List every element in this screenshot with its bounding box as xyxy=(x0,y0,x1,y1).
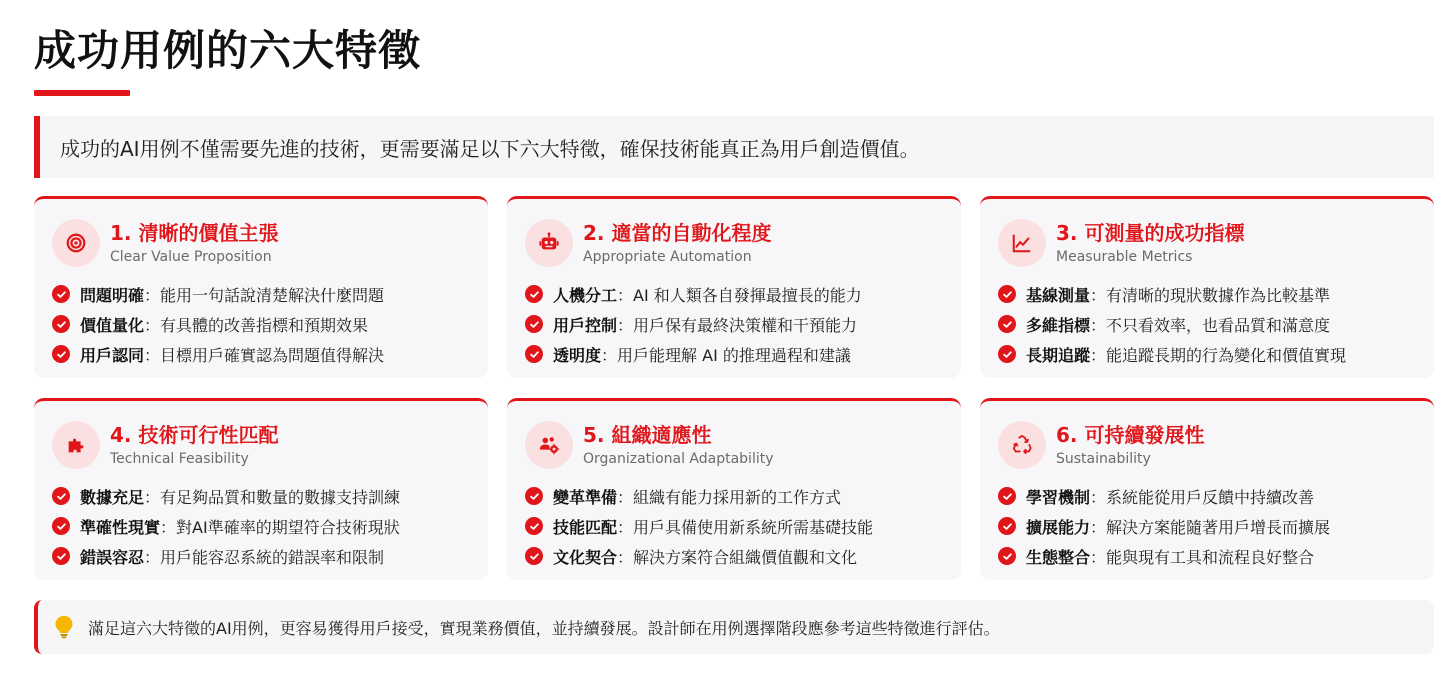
item-key: 用戶控制 xyxy=(553,315,618,335)
check-circle-icon xyxy=(525,285,543,303)
item-key: 文化契合 xyxy=(553,547,618,567)
item-text: 系統能從用戶反饋中持續改善 xyxy=(1106,487,1315,507)
list-item xyxy=(525,309,951,339)
check-circle-icon xyxy=(52,345,70,363)
lightbulb-icon xyxy=(54,615,74,639)
card-subtitle: Sustainability xyxy=(1056,450,1151,467)
item-separator: ： xyxy=(617,517,634,537)
card-title: 3. 可測量的成功指標 xyxy=(1056,220,1245,245)
item-separator: ： xyxy=(617,487,634,507)
check-circle-icon xyxy=(52,285,70,303)
item-separator: ： xyxy=(1090,285,1107,305)
card-subtitle: Appropriate Automation xyxy=(583,248,752,265)
item-separator: ： xyxy=(144,345,161,365)
card-heading xyxy=(1056,422,1204,469)
item-text: 解決方案符合組織價值觀和文化 xyxy=(633,547,858,567)
card-title: 1. 清晰的價值主張 xyxy=(110,220,279,245)
users-gear-icon xyxy=(525,421,573,469)
item-key: 問題明確 xyxy=(80,285,145,305)
check-circle-icon xyxy=(998,547,1016,565)
item-text: 能與現有工具和流程良好整合 xyxy=(1106,547,1315,567)
list-item xyxy=(525,481,951,511)
check-circle-icon xyxy=(52,487,70,505)
item-text: 有清晰的現狀數據作為比較基準 xyxy=(1106,285,1331,305)
card-header xyxy=(525,219,771,267)
item-key: 技能匹配 xyxy=(553,517,618,537)
check-circle-icon xyxy=(525,487,543,505)
item-text: 用戶保有最終決策權和干預能力 xyxy=(633,315,858,335)
card-title: 6. 可持續發展性 xyxy=(1056,422,1205,447)
card-heading xyxy=(110,220,278,267)
item-separator: ： xyxy=(144,285,161,305)
card-items xyxy=(998,481,1424,571)
item-separator: ： xyxy=(617,315,634,335)
check-circle-icon xyxy=(525,517,543,535)
item-key: 用戶認同 xyxy=(80,345,145,365)
target-icon xyxy=(52,219,100,267)
card-heading xyxy=(583,422,774,469)
item-key: 價值量化 xyxy=(80,315,145,335)
check-circle-icon xyxy=(52,547,70,565)
page-title: 成功用例的六大特徵 xyxy=(34,26,422,75)
feature-card xyxy=(507,398,961,580)
list-item xyxy=(52,541,478,571)
item-separator: ： xyxy=(601,345,618,365)
intro-text: 成功的AI用例不僅需要先進的技術，更需要滿足以下六大特徵，確保技術能真正為用戶創造價值。 xyxy=(60,136,920,161)
card-items xyxy=(525,481,951,571)
list-item xyxy=(998,511,1424,541)
list-item xyxy=(52,279,478,309)
card-header xyxy=(998,421,1204,469)
footer-tip xyxy=(34,600,1434,654)
check-circle-icon xyxy=(998,517,1016,535)
card-title: 2. 適當的自動化程度 xyxy=(583,220,772,245)
item-text: 用戶能容忍系統的錯誤率和限制 xyxy=(160,547,385,567)
card-items xyxy=(52,481,478,571)
item-key: 多維指標 xyxy=(1026,315,1091,335)
item-text: 有具體的改善指標和預期效果 xyxy=(160,315,369,335)
item-key: 人機分工 xyxy=(553,285,618,305)
check-circle-icon xyxy=(998,315,1016,333)
feature-card xyxy=(980,196,1434,378)
list-item xyxy=(52,481,478,511)
title-underline xyxy=(34,90,130,96)
list-item xyxy=(998,309,1424,339)
item-text: 對AI準確率的期望符合技術現狀 xyxy=(176,517,400,537)
item-key: 基線測量 xyxy=(1026,285,1091,305)
card-items xyxy=(525,279,951,369)
check-circle-icon xyxy=(998,345,1016,363)
item-key: 學習機制 xyxy=(1026,487,1091,507)
feature-card xyxy=(34,398,488,580)
card-heading xyxy=(110,422,278,469)
item-separator: ： xyxy=(144,315,161,335)
list-item xyxy=(998,279,1424,309)
feature-card xyxy=(507,196,961,378)
card-header xyxy=(52,219,278,267)
card-subtitle: Organizational Adaptability xyxy=(583,450,774,467)
item-text: 能追蹤長期的行為變化和價值實現 xyxy=(1106,345,1347,365)
item-key: 擴展能力 xyxy=(1026,517,1091,537)
item-text: 目標用戶確實認為問題值得解決 xyxy=(160,345,385,365)
robot-icon xyxy=(525,219,573,267)
item-key: 數據充足 xyxy=(80,487,145,507)
recycle-icon xyxy=(998,421,1046,469)
item-text: 不只看效率，也看品質和滿意度 xyxy=(1106,315,1331,335)
item-separator: ： xyxy=(144,487,161,507)
item-text: 有足夠品質和數量的數據支持訓練 xyxy=(160,487,401,507)
check-circle-icon xyxy=(52,315,70,333)
puzzle-icon xyxy=(52,421,100,469)
item-key: 透明度 xyxy=(553,345,602,365)
intro-banner xyxy=(34,116,1434,178)
card-subtitle: Measurable Metrics xyxy=(1056,248,1193,265)
check-circle-icon xyxy=(998,487,1016,505)
item-text: 組織有能力採用新的工作方式 xyxy=(633,487,842,507)
item-text: 用戶能理解 AI 的推理過程和建議 xyxy=(617,345,851,365)
item-separator: ： xyxy=(617,285,634,305)
item-separator: ： xyxy=(1090,345,1107,365)
check-circle-icon xyxy=(525,315,543,333)
feature-card xyxy=(34,196,488,378)
item-key: 錯誤容忍 xyxy=(80,547,145,567)
item-text: 解決方案能隨著用戶增長而擴展 xyxy=(1106,517,1331,537)
chart-line-icon xyxy=(998,219,1046,267)
item-separator: ： xyxy=(617,547,634,567)
card-header xyxy=(525,421,774,469)
item-text: AI 和人類各自發揮最擅長的能力 xyxy=(633,285,862,305)
list-item xyxy=(998,339,1424,369)
card-subtitle: Technical Feasibility xyxy=(110,450,249,467)
card-header xyxy=(52,421,278,469)
card-items xyxy=(52,279,478,369)
item-separator: ： xyxy=(1090,517,1107,537)
list-item xyxy=(52,339,478,369)
check-circle-icon xyxy=(525,547,543,565)
item-separator: ： xyxy=(1090,547,1107,567)
card-header xyxy=(998,219,1244,267)
list-item xyxy=(525,511,951,541)
item-separator: ： xyxy=(144,547,161,567)
card-subtitle: Clear Value Proposition xyxy=(110,248,272,265)
item-separator: ： xyxy=(1090,487,1107,507)
list-item xyxy=(525,279,951,309)
item-key: 生態整合 xyxy=(1026,547,1091,567)
list-item xyxy=(52,309,478,339)
item-key: 準確性現實 xyxy=(80,517,161,537)
list-item xyxy=(525,541,951,571)
item-separator: ： xyxy=(160,517,177,537)
card-items xyxy=(998,279,1424,369)
list-item xyxy=(52,511,478,541)
item-text: 用戶具備使用新系統所需基礎技能 xyxy=(633,517,874,537)
item-text: 能用一句話說清楚解決什麼問題 xyxy=(160,285,385,305)
list-item xyxy=(998,481,1424,511)
item-separator: ： xyxy=(1090,315,1107,335)
check-circle-icon xyxy=(52,517,70,535)
list-item xyxy=(525,339,951,369)
item-key: 長期追蹤 xyxy=(1026,345,1091,365)
check-circle-icon xyxy=(998,285,1016,303)
item-key: 變革準備 xyxy=(553,487,618,507)
footer-text: 滿足這六大特徵的AI用例，更容易獲得用戶接受，實現業務價值，並持續發展。設計師在用例選擇階段應參考這些特徵進行評估。 xyxy=(88,618,1000,638)
card-heading xyxy=(583,220,771,267)
list-item xyxy=(998,541,1424,571)
check-circle-icon xyxy=(525,345,543,363)
card-title: 4. 技術可行性匹配 xyxy=(110,422,279,447)
card-title: 5. 組織適應性 xyxy=(583,422,712,447)
feature-card xyxy=(980,398,1434,580)
card-heading xyxy=(1056,220,1244,267)
